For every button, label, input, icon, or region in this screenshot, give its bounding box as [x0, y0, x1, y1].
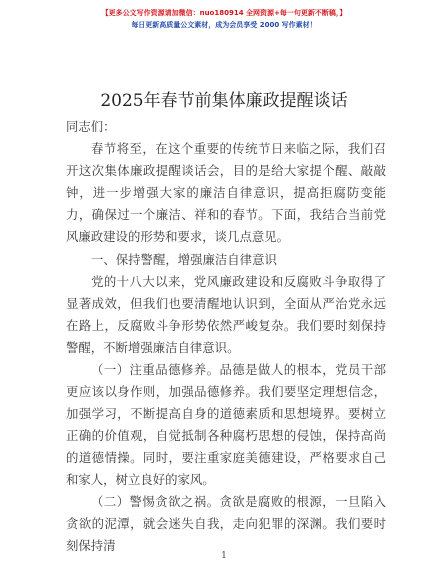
- paragraph-subsection-1: （一）注重品德修养。品德是做人的根本，党员干部更应该以身作则，加强品德修养。我们要坚定理想信念，加强学习，不断提高自身的道德素质和思想境界。要树立正确的价值观，自觉抵制各种腐朽思想的侵蚀，保持高尚的道德情操。同时，要注重家庭美德建设，严格要求自己和家人，树立良好的家风。: [66, 362, 386, 487]
- paragraph-subsection-2: （二）警惕贪欲之祸。贪欲是腐败的根源，一旦陷入贪欲的泥潭，就会迷失自我，走向犯罪的深渊。我们要时刻保持清: [66, 494, 386, 553]
- salutation: 同志们：: [66, 119, 116, 134]
- paragraph-section-1: 党的十八大以来，党风廉政建设和反腐败斗争取得了显著成效，但我们也要清醒地认识到，全面从严治党永远在路上，反腐败斗争形势依然严峻复杂。我们要时刻保持警醒，不断增强廉洁自律意识。: [66, 274, 386, 355]
- paragraph-intro: 春节将至，在这个重要的传统节日来临之际，我们召开这次集体廉政提醒谈话会，目的是给大家提个醒、敲敲钟，进一步增强大家的廉洁自律意识，提高拒腐防变能力，确保过一个廉洁、祥和的春节。下面，我结合当前党风廉政建设的形势和要求，谈几点意见。: [66, 141, 386, 244]
- page-number: 1: [221, 551, 227, 561]
- section-heading-1: 一、保持警醒，增强廉洁自律意识: [91, 252, 277, 267]
- banner-membership-line: 每日更新高质量公文素材，成为会员享受 2000 写作素材！: [131, 21, 317, 29]
- document-title: 2025年春节前集体廉政提醒谈话: [100, 91, 348, 111]
- banner-wechat-line: 【更多公文写作资源请加微信：nuo180914 全网资源+每一句更新不断稿，】: [101, 9, 347, 17]
- header-banner: [0, 8, 448, 31]
